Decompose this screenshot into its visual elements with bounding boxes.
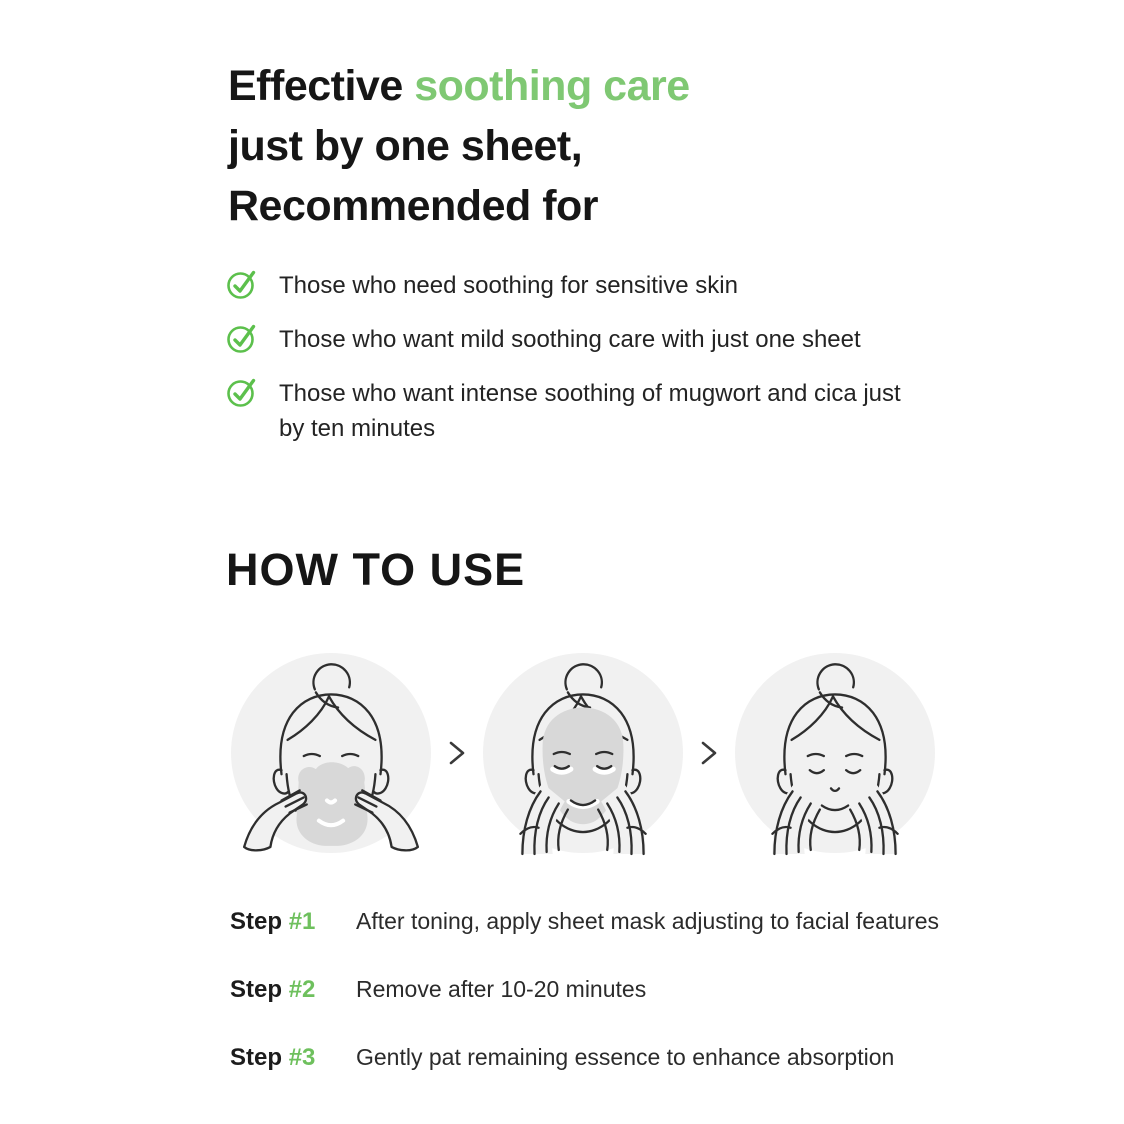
- benefits-list: [226, 268, 926, 465]
- check-circle-icon: [226, 320, 258, 354]
- how-to-use-title: HOW TO USE: [226, 544, 526, 595]
- step-number: #3: [288, 1044, 316, 1071]
- step-label: Step #2: [230, 976, 316, 1003]
- benefit-text: Those who want mild soothing care with just one sheet: [279, 326, 861, 353]
- benefit-text: Those who need soothing for sensitive skin: [279, 272, 738, 299]
- step-description: After toning, apply sheet mask adjusting to facial features: [356, 908, 939, 934]
- steps-list: [230, 906, 939, 1110]
- how-to-use-illustrations: [230, 650, 936, 856]
- list-item: [226, 322, 926, 357]
- headline-line-2: just by one sheet,: [228, 122, 583, 170]
- chevron-right-icon: [446, 738, 468, 768]
- step-row: [230, 1042, 939, 1073]
- step-number: #1: [288, 908, 316, 935]
- step-row: [230, 906, 939, 937]
- benefit-text: Those who want intense soothing of mugwort and cica just by ten minutes: [279, 380, 901, 442]
- list-item: [226, 268, 926, 303]
- smooth-mask-on-face-illustration: [482, 650, 684, 856]
- apply-sheet-mask-illustration: [230, 650, 432, 856]
- step-label: Step #1: [230, 908, 316, 935]
- step-description: Remove after 10-20 minutes: [356, 976, 647, 1002]
- check-circle-icon: [226, 266, 258, 300]
- step-description: Gently pat remaining essence to enhance absorption: [356, 1044, 895, 1070]
- headline-line1-black: Effective: [228, 62, 415, 110]
- headline-line-1: [228, 56, 690, 116]
- list-item: [226, 376, 926, 446]
- step-row: [230, 974, 939, 1005]
- pat-essence-illustration: [734, 650, 936, 856]
- chevron-right-icon: [698, 738, 720, 768]
- headline: [228, 56, 690, 236]
- step-label: Step #3: [230, 1044, 316, 1071]
- headline-line-3: Recommended for: [228, 182, 599, 230]
- headline-line1-green: soothing care: [414, 62, 690, 110]
- check-circle-icon: [226, 374, 258, 408]
- step-number: #2: [288, 976, 316, 1003]
